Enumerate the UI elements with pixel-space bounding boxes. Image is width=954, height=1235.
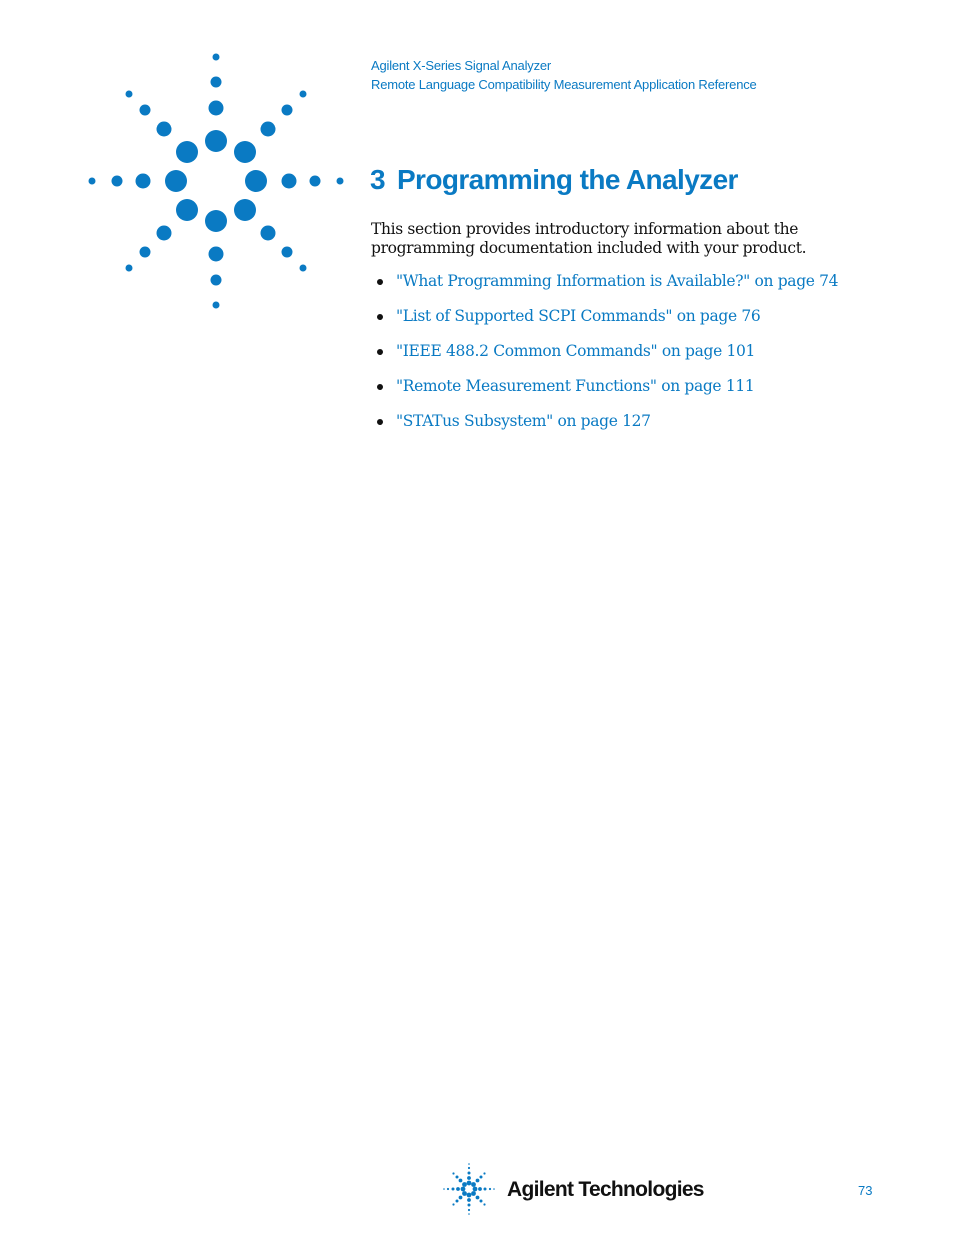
footer-spark-dot — [452, 1172, 454, 1174]
footer-spark-dot — [456, 1187, 460, 1191]
footer-spark-dot — [484, 1188, 487, 1191]
chapter-contents-list — [371, 270, 838, 445]
spark-dot — [261, 226, 276, 241]
spark-dot — [157, 226, 172, 241]
spark-dot — [176, 199, 198, 221]
spark-dot — [136, 174, 151, 189]
agilent-spark-logo-icon — [80, 48, 352, 316]
spark-dot — [211, 275, 222, 286]
spark-dot — [282, 105, 293, 116]
spark-dot — [209, 101, 224, 116]
footer-spark-dot — [471, 1182, 476, 1187]
bullet-icon — [377, 349, 383, 355]
spark-dot — [126, 265, 133, 272]
spark-dot — [300, 265, 307, 272]
footer-spark-dot — [468, 1167, 470, 1169]
spark-dot — [140, 247, 151, 258]
spark-dot — [282, 174, 297, 189]
spark-dot — [126, 91, 133, 98]
bullet-icon — [377, 384, 383, 390]
bullet-icon — [377, 314, 383, 320]
footer-spark-dot — [443, 1188, 445, 1190]
spark-dot — [112, 176, 123, 187]
list-item — [371, 305, 838, 340]
footer-spark-dot — [461, 1187, 466, 1192]
chapter-title-text: Programming the Analyzer — [396, 164, 738, 195]
footer-spark-dot — [456, 1200, 459, 1203]
spark-dot — [245, 170, 267, 192]
spark-dot — [205, 130, 227, 152]
spark-dot — [205, 210, 227, 232]
list-item — [371, 270, 838, 305]
spark-dot — [165, 170, 187, 192]
spark-dot — [209, 247, 224, 262]
agilent-logo-icon — [443, 1163, 495, 1215]
footer-spark-dot — [478, 1187, 482, 1191]
spark-dot — [140, 105, 151, 116]
spark-dot — [337, 178, 344, 185]
spark-dot — [213, 302, 220, 309]
link-status-subsystem[interactable]: "STATus Subsystem" on page 127 — [396, 412, 651, 430]
footer-spark-dot — [456, 1176, 459, 1179]
footer-spark-dot — [467, 1198, 471, 1202]
spark-dot — [176, 141, 198, 163]
chapter-title — [370, 160, 738, 200]
footer-spark-dot — [459, 1179, 463, 1183]
spark-dot — [89, 178, 96, 185]
spark-dot — [261, 122, 276, 137]
footer-spark-dot — [467, 1176, 471, 1180]
footer-spark-dot — [459, 1196, 463, 1200]
link-scpi-commands[interactable]: "List of Supported SCPI Commands" on page 76 — [396, 307, 761, 325]
footer-spark-dot — [480, 1176, 483, 1179]
footer-spark-dot — [493, 1188, 495, 1190]
intro-paragraph: This section provides introductory information about the programming documentation included with your product. — [371, 220, 807, 257]
footer-spark-dot — [468, 1209, 470, 1211]
footer-spark-dot — [452, 1188, 455, 1191]
chapter-number: 3 — [370, 164, 385, 195]
footer-spark-dot — [468, 1172, 471, 1175]
spark-dot — [234, 199, 256, 221]
link-ieee-common-commands[interactable]: "IEEE 488.2 Common Commands" on page 101 — [396, 342, 756, 360]
spark-dot — [310, 176, 321, 187]
footer-spark-dot — [468, 1213, 470, 1215]
footer-brand: Agilent Technologies — [507, 1178, 704, 1201]
footer-spark-dot — [483, 1172, 485, 1174]
footer-spark-dot — [473, 1187, 478, 1192]
spark-dot — [282, 247, 293, 258]
footer-spark-dot — [462, 1191, 467, 1196]
footer-spark-dot — [447, 1188, 449, 1190]
spark-dot — [300, 91, 307, 98]
spark-dot — [157, 122, 172, 137]
footer-spark-dot — [467, 1193, 472, 1198]
footer-spark-dot — [468, 1163, 470, 1165]
footer-spark-dot — [462, 1182, 467, 1187]
spark-dot — [211, 77, 222, 88]
footer-spark-dot — [467, 1181, 472, 1186]
list-item — [371, 340, 838, 375]
list-item — [371, 410, 838, 445]
bullet-icon — [377, 419, 383, 425]
footer-spark-dot — [468, 1204, 471, 1207]
footer-spark-dot — [471, 1191, 476, 1196]
footer-spark-dot — [483, 1203, 485, 1205]
link-remote-measurement-functions[interactable]: "Remote Measurement Functions" on page 111 — [396, 377, 755, 395]
spark-dot — [213, 54, 220, 61]
footer-spark-dot — [452, 1203, 454, 1205]
link-programming-information[interactable]: "What Programming Information is Available?" on page 74 — [396, 272, 839, 290]
header-document-title: Remote Language Compatibility Measurement Application Reference — [371, 77, 757, 92]
footer-spark-dot — [489, 1188, 491, 1190]
footer-spark-dot — [476, 1179, 480, 1183]
spark-dot — [234, 141, 256, 163]
bullet-icon — [377, 279, 383, 285]
running-header — [371, 56, 757, 94]
header-product-line: Agilent X-Series Signal Analyzer — [371, 58, 552, 73]
footer-spark-dot — [480, 1200, 483, 1203]
footer-spark-dot — [476, 1196, 480, 1200]
page-number: 73 — [858, 1183, 873, 1198]
list-item — [371, 375, 838, 410]
